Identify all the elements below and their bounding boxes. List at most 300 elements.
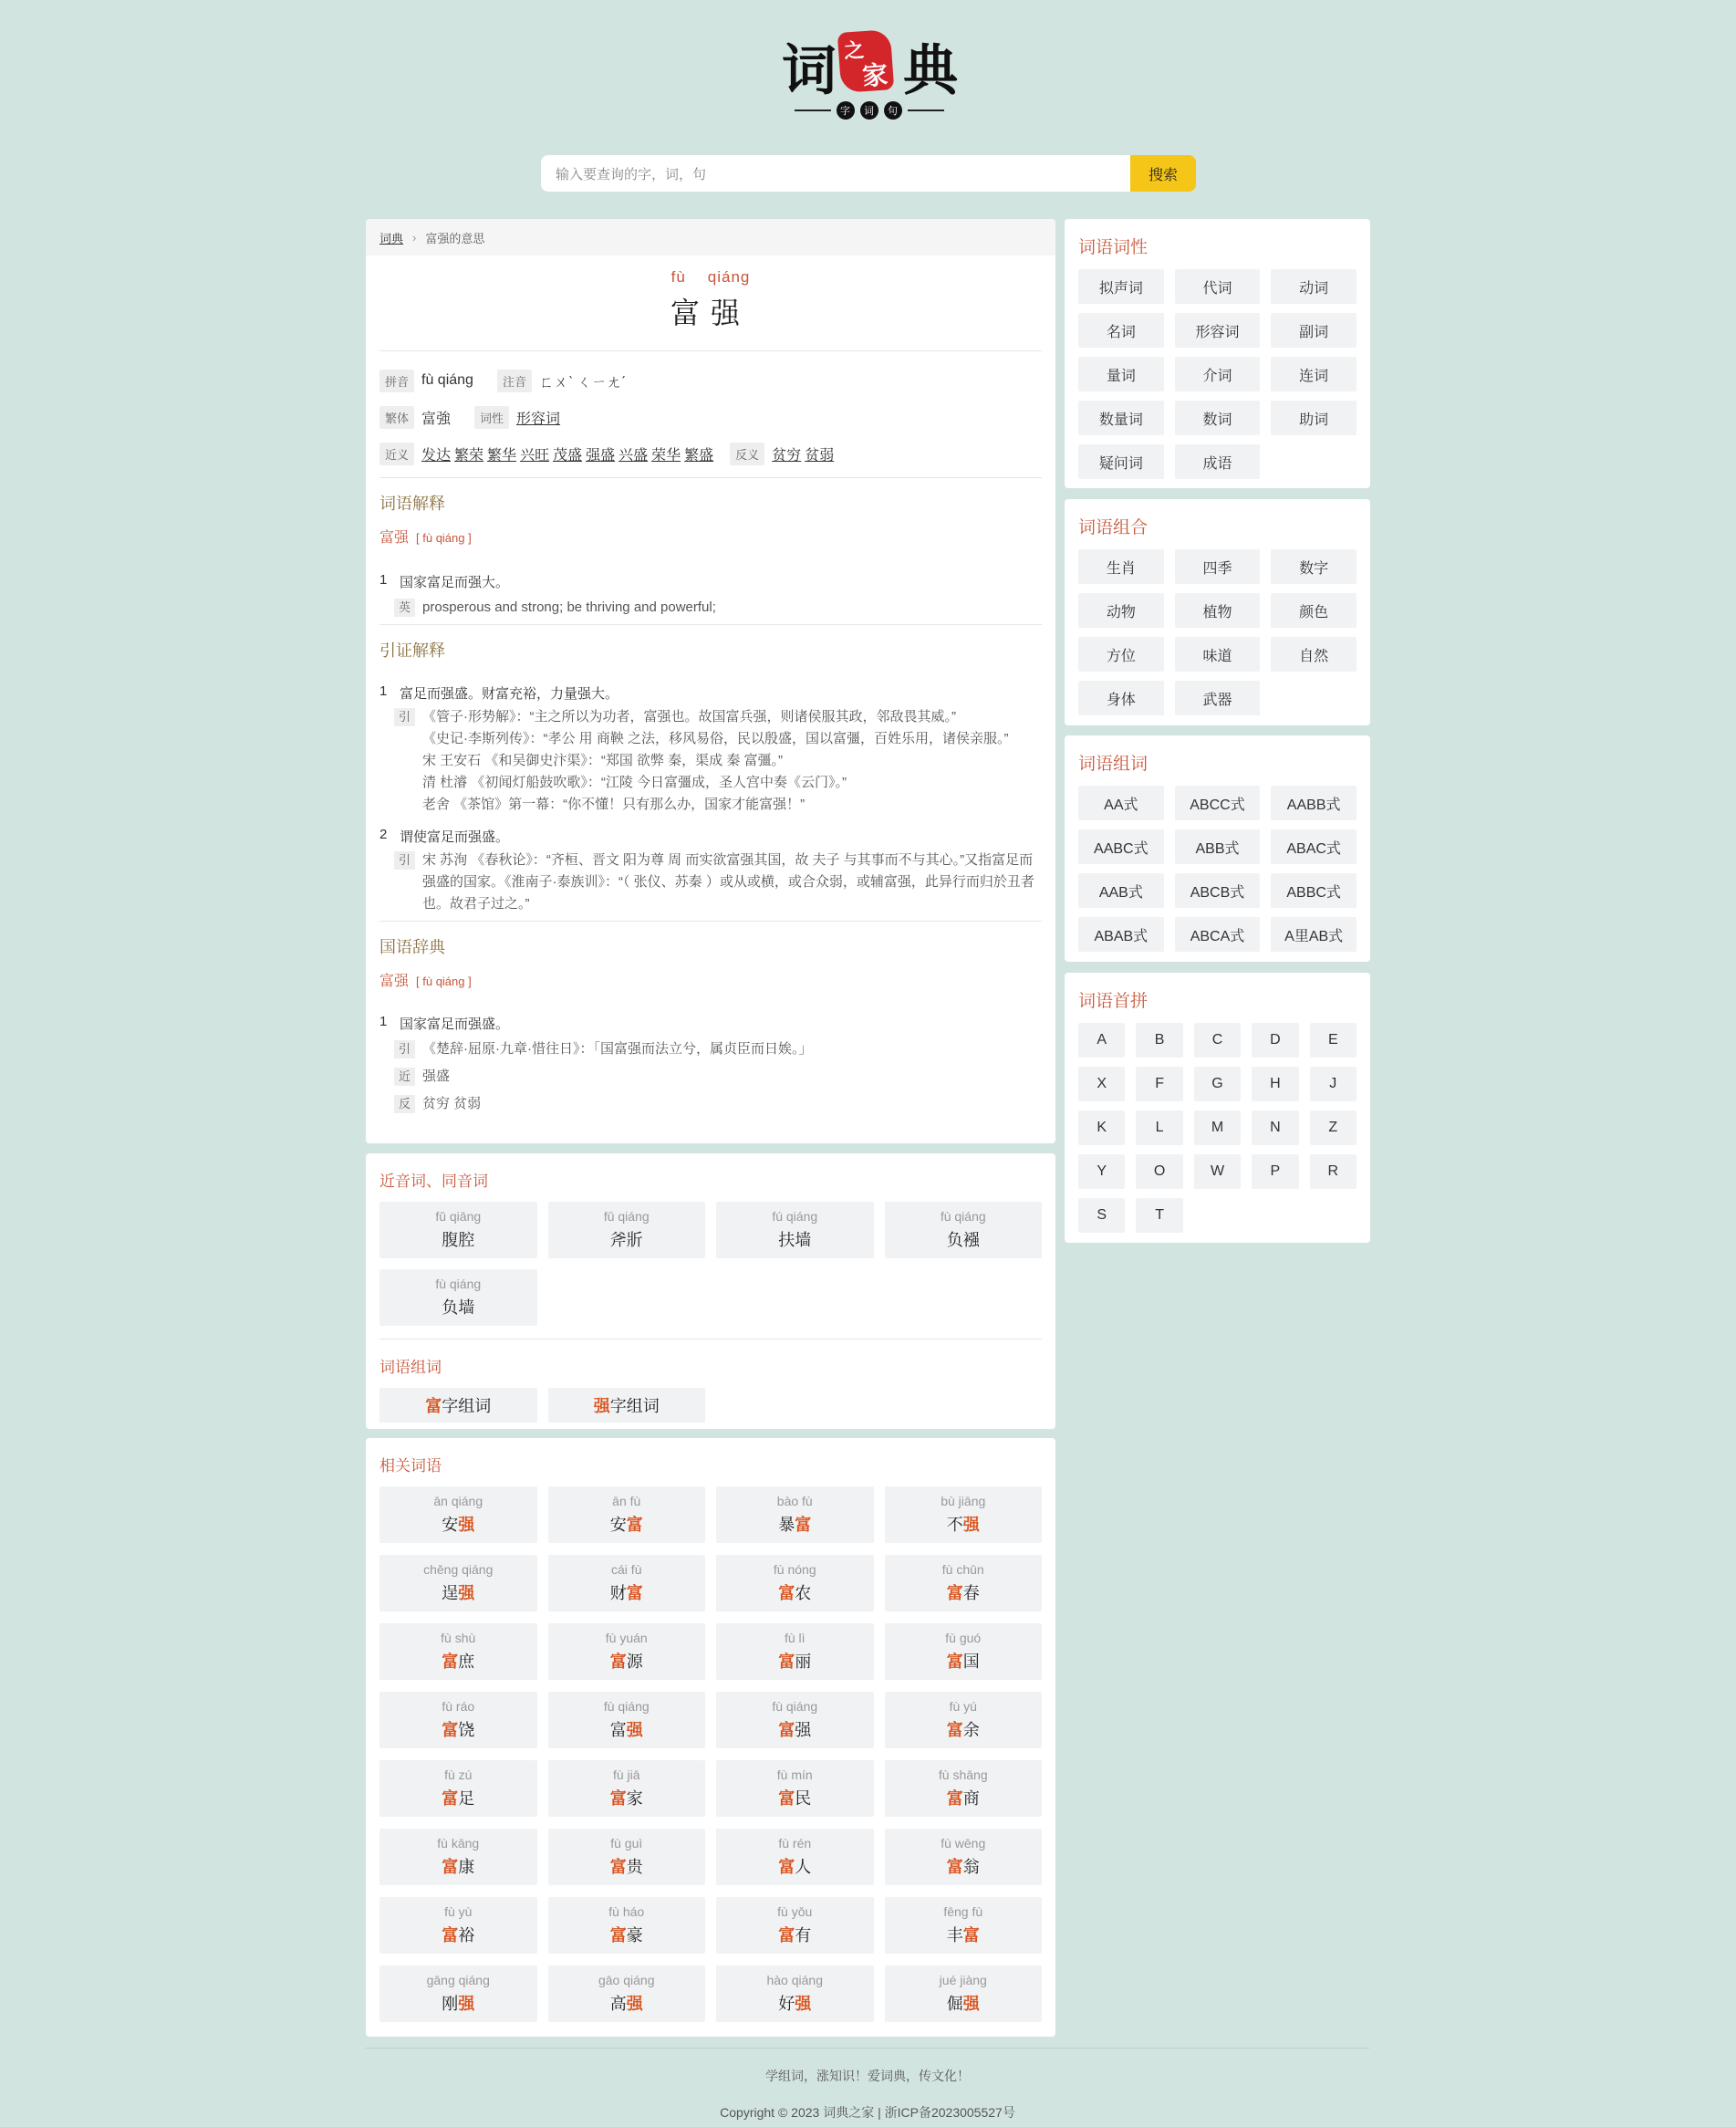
related-pinyin: bào fù <box>776 1494 813 1508</box>
cite-quote-list <box>422 706 1009 816</box>
guoyu-title: 国语辞典 <box>379 938 445 956</box>
pos-item[interactable]: 量词 <box>1078 357 1164 391</box>
pinyin-value: fù qiáng <box>421 372 473 388</box>
word-info <box>366 351 1055 472</box>
related-char: 民 <box>795 1789 812 1808</box>
related-char: 余 <box>962 1721 980 1739</box>
syn-link[interactable]: 荣华 <box>651 447 681 464</box>
related-highlight-char: 富 <box>946 1653 963 1671</box>
related-highlight-char: 富 <box>442 1721 459 1739</box>
related-word <box>442 1923 474 1946</box>
related-item[interactable] <box>716 1897 874 1954</box>
related-char: 倔 <box>946 1995 963 2013</box>
site-logo[interactable] <box>780 27 958 126</box>
zuci-item[interactable] <box>548 1388 706 1423</box>
initial-item[interactable]: O <box>1136 1154 1182 1189</box>
form-item[interactable]: AABC式 <box>1078 829 1164 864</box>
related-pinyin: fù mín <box>776 1767 813 1782</box>
guoyu-ant-text: 贫穷 贫弱 <box>422 1096 482 1111</box>
english-line <box>379 597 1042 619</box>
breadcrumb-current: 富强的意思 <box>425 231 485 245</box>
related-pinyin: cái fù <box>611 1562 642 1577</box>
initial-item[interactable]: G <box>1194 1067 1241 1101</box>
guoyu-syn-text: 强盛 <box>422 1069 451 1084</box>
form-item[interactable]: ABCA式 <box>1175 917 1261 952</box>
related-char: 足 <box>458 1789 475 1808</box>
logo-dot-3: 句 <box>884 101 902 120</box>
initials-card <box>1065 973 1370 1243</box>
initial-item[interactable]: X <box>1078 1067 1125 1101</box>
combo-item[interactable]: 自然 <box>1271 637 1357 672</box>
related-char: 人 <box>795 1858 812 1876</box>
guoyu-section <box>366 934 1055 1115</box>
related-pinyin: chěng qiáng <box>423 1562 494 1577</box>
related-word <box>947 1923 980 1946</box>
related-item[interactable] <box>716 1760 874 1817</box>
logo-stamp <box>837 29 894 93</box>
related-pinyin: ān qiáng <box>433 1494 483 1508</box>
homophone-item[interactable] <box>379 1202 537 1258</box>
english-text: prosperous and strong; be thriving and powerful; <box>422 600 716 615</box>
related-word <box>778 1854 811 1878</box>
initials-title: 词语首拼 <box>1078 992 1149 1011</box>
related-item[interactable] <box>885 1965 1043 2022</box>
cite-quote: 老舍 《茶馆》第一幕：“你不懂！只有那么办，国家才能富强！” <box>422 797 806 812</box>
forms-title: 词语组词 <box>1078 755 1149 774</box>
combo-item[interactable]: 生肖 <box>1078 549 1164 584</box>
related-highlight-char: 强 <box>962 1516 980 1534</box>
related-highlight-char: 富 <box>609 1653 627 1671</box>
related-word <box>778 1717 811 1741</box>
homophone-word: 腹腔 <box>442 1231 475 1249</box>
form-item[interactable]: AA式 <box>1078 786 1164 820</box>
initial-item[interactable]: P <box>1252 1154 1298 1189</box>
cite-tag: 引 <box>394 851 415 870</box>
pos-item[interactable]: 动词 <box>1271 269 1357 304</box>
homophones-grid <box>366 1202 1055 1326</box>
related-highlight-char: 富 <box>946 1789 963 1808</box>
combo-item[interactable]: 植物 <box>1175 593 1261 628</box>
related-char: 家 <box>626 1789 643 1808</box>
syn-link[interactable]: 发达 <box>421 447 452 464</box>
combo-item[interactable]: 味道 <box>1175 637 1261 672</box>
related-char: 有 <box>795 1926 812 1945</box>
related-char: 贵 <box>626 1858 643 1876</box>
cite-definition-1 <box>379 683 1042 703</box>
guoyu-cite-tag: 引 <box>394 1040 415 1058</box>
definition <box>379 572 1042 591</box>
initial-item[interactable]: F <box>1136 1067 1182 1101</box>
search-input[interactable]: 输入要查询的字，词，句 <box>541 155 1130 192</box>
related-highlight-char: 富 <box>962 1926 980 1945</box>
related-char: 丽 <box>795 1653 812 1671</box>
related-char: 源 <box>626 1653 643 1671</box>
cite-definition-2 <box>379 827 1042 846</box>
related-pinyin: fù wēng <box>941 1836 986 1851</box>
related-item[interactable] <box>548 1965 706 2022</box>
related-highlight-char: 富 <box>609 1789 627 1808</box>
combo-card <box>1065 499 1370 725</box>
related-highlight-char: 强 <box>626 1721 643 1739</box>
related-highlight-char: 富 <box>442 1653 459 1671</box>
related-item[interactable] <box>379 1760 537 1817</box>
homophones-title: 近音词、同音词 <box>379 1173 488 1190</box>
related-item[interactable] <box>379 1897 537 1954</box>
pos-item[interactable]: 成语 <box>1175 444 1261 479</box>
form-item[interactable]: AABB式 <box>1271 786 1357 820</box>
form-item[interactable]: ABCB式 <box>1175 873 1261 908</box>
related-item[interactable] <box>379 1692 537 1748</box>
cite-quote: 《管子·形势解》：“主之所以为功者，富强也。故国富兵强，则诸侯服其政，邻敌畏其威。” <box>422 709 957 725</box>
initial-item[interactable]: T <box>1136 1198 1182 1233</box>
combo-grid <box>1065 549 1370 715</box>
syn-link[interactable]: 强盛 <box>586 447 616 464</box>
initial-item[interactable]: W <box>1194 1154 1241 1189</box>
guoyu-cite-text: 《楚辞·屈原·九章·惜往日》：「国富强而法立兮，属贞臣而日娭。」 <box>422 1041 813 1057</box>
homophone-item[interactable] <box>716 1202 874 1258</box>
related-pinyin: fù rén <box>778 1836 812 1851</box>
related-item[interactable] <box>885 1760 1043 1817</box>
pos-item[interactable]: 连词 <box>1271 357 1357 391</box>
homophone-word: 斧斨 <box>609 1231 643 1249</box>
forms-card <box>1065 735 1370 962</box>
related-char: 康 <box>458 1858 475 1876</box>
combo-item[interactable]: 方位 <box>1078 637 1164 672</box>
zuci-suffix: 字组词 <box>442 1397 492 1415</box>
related-word <box>778 1580 811 1604</box>
related-pinyin: gāng qiáng <box>426 1973 490 1987</box>
related-word <box>442 1854 474 1878</box>
related-item[interactable] <box>379 1486 537 1543</box>
related-char: 安 <box>442 1516 459 1534</box>
related-pinyin: fù yú <box>949 1699 977 1714</box>
initial-item[interactable]: C <box>1194 1023 1241 1058</box>
related-item[interactable] <box>379 1965 537 2022</box>
guoyu-word-text: 富强 <box>379 974 410 989</box>
related-word <box>947 1717 980 1741</box>
related-item[interactable] <box>885 1555 1043 1611</box>
related-word <box>442 1991 474 2015</box>
initial-item[interactable]: Y <box>1078 1154 1125 1189</box>
related-word <box>442 1717 474 1741</box>
combo-item[interactable]: 武器 <box>1175 681 1261 715</box>
related-highlight-char: 富 <box>778 1721 795 1739</box>
guoyu-word <box>379 969 1042 990</box>
form-item[interactable]: A里AB式 <box>1271 917 1357 952</box>
related-word <box>947 1580 980 1604</box>
explain-word-text: 富强 <box>379 530 410 546</box>
related-item[interactable] <box>379 1555 537 1611</box>
homophone-pinyin: fǔ qiāng <box>435 1209 482 1224</box>
related-pinyin: ān fù <box>612 1494 641 1508</box>
related-item[interactable] <box>716 1623 874 1680</box>
related-pinyin: fù jiā <box>612 1767 640 1782</box>
logo-line-right <box>908 109 944 111</box>
related-pinyin: fēng fù <box>943 1904 983 1919</box>
related-item[interactable] <box>716 1829 874 1885</box>
pinyin-tag: 拼音 <box>379 370 414 392</box>
guoyu-word-pinyin: [ fù qiáng ] <box>416 975 472 988</box>
ant-link[interactable]: 贫穷 <box>772 447 802 464</box>
word-pinyin-2: qiáng <box>707 268 751 286</box>
syn-link[interactable]: 繁盛 <box>684 447 714 464</box>
homophone-item[interactable] <box>548 1202 706 1258</box>
combo-item[interactable]: 四季 <box>1175 549 1261 584</box>
cite-quote: 《史记·李斯列传》：“孝公 用 商鞅 之法，移风易俗，民以殷盛，国以富彊，百姓乐用，诸侯亲服。” <box>422 731 1009 746</box>
zhuyin-tag: 注音 <box>497 370 532 392</box>
initial-item[interactable]: Z <box>1310 1110 1357 1145</box>
info-row-pinyin <box>379 362 1042 399</box>
pos-item[interactable]: 数词 <box>1175 401 1261 435</box>
ant-link[interactable]: 贫弱 <box>805 447 835 464</box>
pos-item[interactable]: 疑问词 <box>1078 444 1164 479</box>
related-char: 刚 <box>442 1995 459 2013</box>
related-item[interactable] <box>548 1829 706 1885</box>
related-pinyin: fù lì <box>784 1631 806 1645</box>
related-char: 逞 <box>442 1584 459 1602</box>
pos-item[interactable]: 名词 <box>1078 313 1164 348</box>
initial-item[interactable]: K <box>1078 1110 1125 1145</box>
initials-grid <box>1065 1023 1370 1233</box>
logo-char-3: 典 <box>903 39 958 103</box>
homophone-item[interactable] <box>885 1202 1043 1258</box>
related-card <box>366 1438 1055 2037</box>
related-item[interactable] <box>379 1829 537 1885</box>
info-row-trad <box>379 399 1042 435</box>
zuci-item[interactable] <box>379 1388 537 1423</box>
syn-link[interactable]: 兴盛 <box>619 447 649 464</box>
combo-item[interactable]: 颜色 <box>1271 593 1357 628</box>
related-highlight-char: 富 <box>609 1858 627 1876</box>
zuci-title: 词语组词 <box>379 1359 442 1376</box>
related-highlight-char: 富 <box>946 1584 963 1602</box>
combo-item[interactable]: 数字 <box>1271 549 1357 584</box>
combo-item[interactable]: 身体 <box>1078 681 1164 715</box>
related-item[interactable] <box>716 1555 874 1611</box>
related-word <box>778 1991 811 2015</box>
homophone-pinyin: fù qiáng <box>940 1209 986 1224</box>
related-pinyin: fù yù <box>444 1904 473 1919</box>
logo-stamp-char-2: 家 <box>861 59 889 92</box>
related-item[interactable] <box>548 1555 706 1611</box>
syn-tag: 近义 <box>379 443 414 465</box>
pos-item[interactable]: 拟声词 <box>1078 269 1164 304</box>
word-title: 富强 <box>670 296 751 330</box>
related-item[interactable] <box>716 1965 874 2022</box>
related-char: 豪 <box>626 1926 643 1945</box>
related-item[interactable] <box>885 1897 1043 1954</box>
related-pinyin: fù yuán <box>605 1631 648 1645</box>
related-highlight-char: 强 <box>626 1995 643 2013</box>
related-highlight-char: 富 <box>946 1721 963 1739</box>
related-item[interactable] <box>548 1692 706 1748</box>
initial-item[interactable]: D <box>1252 1023 1298 1058</box>
related-char: 强 <box>795 1721 812 1739</box>
related-item[interactable] <box>885 1692 1043 1748</box>
initial-item[interactable]: H <box>1252 1067 1298 1101</box>
related-word <box>778 1923 811 1946</box>
cite-quote: 宋 苏洵 《春秋论》：“齐桓、晋文 阳为尊 周 而实欲富强其国，故 夫子 与其事而不与其心。”又指富足而强盛的国家。《淮南子·泰族训》：“（ 张仪、苏秦 ）或从或横，或合众弱，或辅富强，此异行而归於丑者也。故君子过之。” <box>422 852 1034 912</box>
related-char: 商 <box>962 1789 980 1808</box>
related-char: 财 <box>609 1584 627 1602</box>
syn-link[interactable]: 茂盛 <box>553 447 583 464</box>
initial-item[interactable]: R <box>1310 1154 1357 1189</box>
related-highlight-char: 强 <box>458 1995 475 2013</box>
related-item[interactable] <box>716 1692 874 1748</box>
divider <box>379 624 1042 625</box>
initial-item[interactable]: M <box>1194 1110 1241 1145</box>
form-item[interactable]: ABBC式 <box>1271 873 1357 908</box>
logo-line-left <box>795 109 831 111</box>
related-highlight-char: 富 <box>442 1858 459 1876</box>
related-highlight-char: 富 <box>442 1926 459 1945</box>
related-highlight-char: 富 <box>778 1584 795 1602</box>
related-highlight-char: 富 <box>795 1516 812 1534</box>
zuci-grid <box>366 1388 1055 1423</box>
related-highlight-char: 富 <box>778 1926 795 1945</box>
cite-tag: 引 <box>394 708 415 726</box>
combo-item[interactable]: 动物 <box>1078 593 1164 628</box>
related-highlight-char: 强 <box>962 1995 980 2013</box>
pos-item[interactable]: 介词 <box>1175 357 1261 391</box>
related-pinyin: fù nóng <box>773 1562 816 1577</box>
related-item[interactable] <box>548 1897 706 1954</box>
homophones-card <box>366 1153 1055 1429</box>
pos-title: 词语词性 <box>1078 238 1149 257</box>
related-highlight-char: 富 <box>626 1584 643 1602</box>
divider <box>379 921 1042 922</box>
related-pinyin: gāo qiáng <box>598 1973 655 1987</box>
related-item[interactable] <box>885 1623 1043 1680</box>
related-char: 翁 <box>962 1858 980 1876</box>
initial-item[interactable]: E <box>1310 1023 1357 1058</box>
related-word <box>610 1854 643 1878</box>
footer-copyright[interactable]: Copyright © 2023 词典之家 | 浙ICP备2023005527号 <box>720 2105 1015 2120</box>
syn-link[interactable]: 兴旺 <box>520 447 550 464</box>
related-item[interactable] <box>548 1760 706 1817</box>
info-row-syn <box>379 435 1042 472</box>
related-pinyin: fù qiáng <box>772 1699 818 1714</box>
search-button[interactable]: 搜索 <box>1130 155 1196 192</box>
ant-tag: 反义 <box>730 443 764 465</box>
related-highlight-char: 富 <box>626 1516 643 1534</box>
related-pinyin: fù qiáng <box>603 1699 650 1714</box>
guoyu-ant <box>379 1093 1042 1115</box>
related-highlight-char: 富 <box>778 1789 795 1808</box>
syn-link[interactable]: 繁华 <box>487 447 517 464</box>
related-word <box>610 1717 643 1741</box>
related-char: 暴 <box>778 1516 795 1534</box>
form-item[interactable]: ABCC式 <box>1175 786 1261 820</box>
related-word <box>442 1512 474 1536</box>
pos-link[interactable]: 形容词 <box>516 411 561 427</box>
homophone-word: 负襁 <box>946 1231 980 1249</box>
initial-item[interactable]: A <box>1078 1023 1125 1058</box>
related-word <box>947 1991 980 2015</box>
pos-item[interactable]: 助词 <box>1271 401 1357 435</box>
initial-item[interactable]: B <box>1136 1023 1182 1058</box>
initial-item[interactable]: S <box>1078 1198 1125 1233</box>
pos-item[interactable]: 形容词 <box>1175 313 1261 348</box>
homophone-item[interactable] <box>379 1269 537 1326</box>
guoyu-cite <box>379 1038 1042 1060</box>
pos-item[interactable]: 副词 <box>1271 313 1357 348</box>
related-highlight-char: 富 <box>778 1653 795 1671</box>
form-item[interactable]: AAB式 <box>1078 873 1164 908</box>
related-char: 农 <box>795 1584 812 1602</box>
zuci-char: 富 <box>425 1397 442 1415</box>
related-highlight-char: 强 <box>458 1584 475 1602</box>
related-pinyin: jué jiàng <box>939 1973 987 1987</box>
zuci-suffix: 字组词 <box>609 1397 660 1415</box>
pos-item[interactable]: 数量词 <box>1078 401 1164 435</box>
related-word <box>778 1512 811 1536</box>
related-highlight-char: 强 <box>795 1995 812 2013</box>
related-title: 相关词语 <box>379 1457 442 1475</box>
guoyu-ant-tag: 反 <box>394 1095 415 1113</box>
logo-subtitle <box>780 99 958 122</box>
cite-section <box>366 638 1055 915</box>
related-char: 裕 <box>458 1926 475 1945</box>
related-highlight-char: 富 <box>442 1789 459 1808</box>
related-item[interactable] <box>716 1486 874 1543</box>
related-item[interactable] <box>548 1486 706 1543</box>
breadcrumb-home-link[interactable]: 词典 <box>379 231 404 245</box>
form-item[interactable]: ABAC式 <box>1271 829 1357 864</box>
form-item[interactable]: ABB式 <box>1175 829 1261 864</box>
english-tag: 英 <box>394 599 415 617</box>
cite-number: 1 <box>379 683 388 699</box>
related-item[interactable] <box>885 1486 1043 1543</box>
related-pinyin: hào qiáng <box>766 1973 823 1987</box>
related-word <box>778 1649 811 1673</box>
initial-item[interactable]: J <box>1310 1067 1357 1101</box>
related-highlight-char: 富 <box>609 1926 627 1945</box>
explain-word-pinyin: [ fù qiáng ] <box>416 531 472 545</box>
related-word <box>947 1854 980 1878</box>
syn-link[interactable]: 繁荣 <box>454 447 484 464</box>
pos-tag: 词性 <box>474 406 509 429</box>
breadcrumb-separator-icon: › <box>412 230 417 245</box>
homophone-pinyin: fǔ qiáng <box>603 1209 650 1224</box>
related-char: 春 <box>962 1584 980 1602</box>
related-word <box>610 1512 643 1536</box>
form-item[interactable]: ABAB式 <box>1078 917 1164 952</box>
pos-item[interactable]: 代词 <box>1175 269 1261 304</box>
related-pinyin: fù shù <box>441 1631 476 1645</box>
initial-item[interactable]: N <box>1252 1110 1298 1145</box>
cite-quotes-1 <box>379 706 1042 816</box>
homophone-word: 扶墙 <box>778 1231 812 1249</box>
related-item[interactable] <box>548 1623 706 1680</box>
homophone-pinyin: fú qiáng <box>772 1209 818 1224</box>
definition-number: 1 <box>379 572 388 588</box>
related-item[interactable] <box>885 1829 1043 1885</box>
related-highlight-char: 富 <box>778 1858 795 1876</box>
cite-quote: 宋 王安石 《和吴御史汴渠》：“郑国 欲弊 秦，渠成 秦 富彊。” <box>422 753 784 768</box>
related-highlight-char: 富 <box>946 1858 963 1876</box>
cite-text: 富足而强盛。财富充裕，力量强大。 <box>400 686 619 702</box>
related-char: 好 <box>778 1995 795 2013</box>
divider <box>379 477 1042 478</box>
search-bar <box>541 155 1196 192</box>
zuci-char: 强 <box>593 1397 610 1415</box>
related-pinyin: fù guì <box>610 1836 643 1851</box>
related-pinyin: fù ráo <box>442 1699 475 1714</box>
initial-item[interactable]: L <box>1136 1110 1182 1145</box>
related-item[interactable] <box>379 1623 537 1680</box>
combo-title: 词语组合 <box>1078 518 1149 537</box>
